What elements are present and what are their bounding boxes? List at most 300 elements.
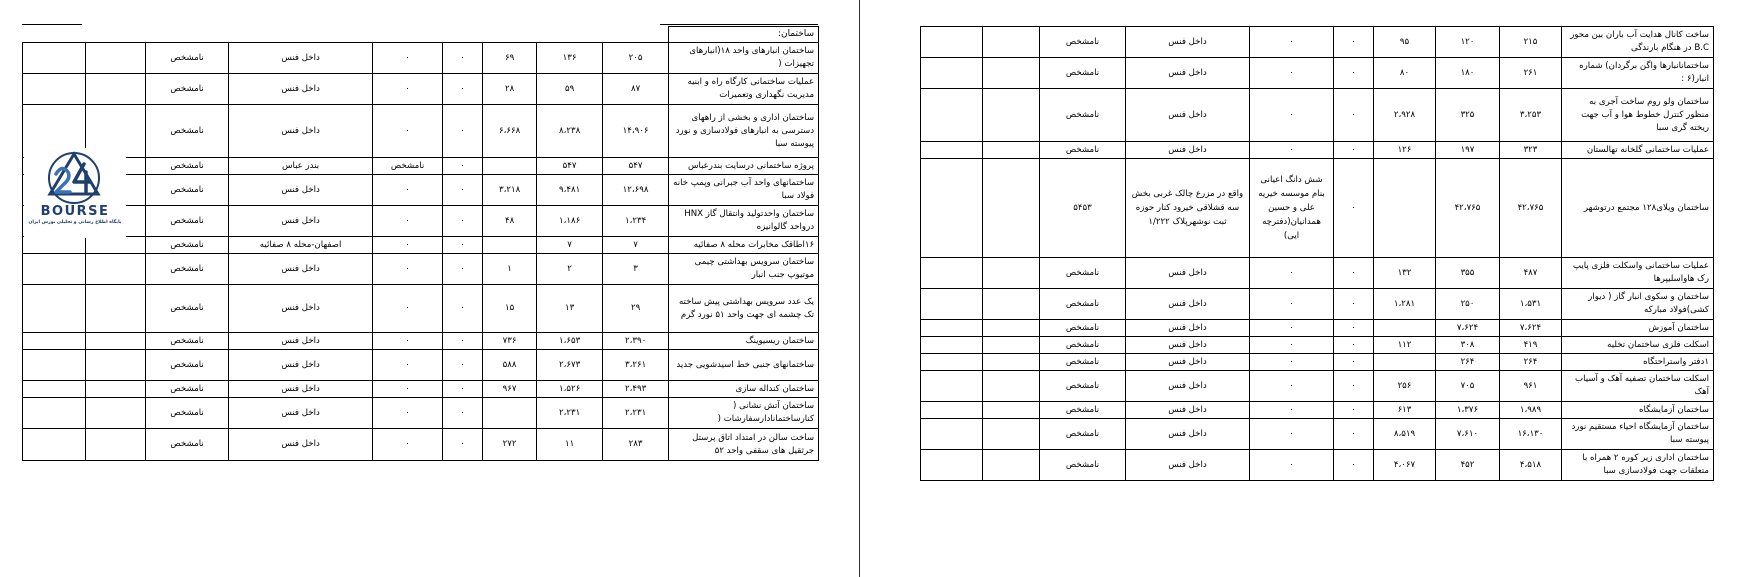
description-cell: عملیات ساختمانی گلخانه تهالستان: [1562, 142, 1714, 159]
table-row: [23, 350, 819, 381]
value-cell: ۴،۰۶۷: [1374, 450, 1436, 481]
empty-cell: [86, 398, 146, 429]
empty-cell: [86, 429, 146, 461]
value-cell: ۰: [1250, 258, 1334, 289]
empty-cell: [23, 333, 86, 350]
value-cell: ۰: [1250, 289, 1334, 320]
value-cell: ۰: [443, 350, 483, 381]
value-cell: ۳،۲۵۳: [1500, 89, 1562, 142]
table-row: [921, 419, 1714, 450]
empty-cell: [983, 354, 1040, 371]
table-row: [23, 398, 819, 429]
status-cell: ۵۴۵۳: [1040, 159, 1126, 258]
empty-cell: [983, 142, 1040, 159]
empty-cell: [921, 402, 983, 419]
value-cell: ۱،۱۸۶: [537, 206, 603, 237]
empty-cell: [921, 258, 983, 289]
description-cell: ساخت کانال هدایت آب باران بین محور B.C در هنگام بارندگی: [1562, 27, 1714, 58]
location-cell: داخل فنس: [1126, 58, 1250, 89]
location-cell: داخل فنس: [1126, 402, 1250, 419]
description-cell: ۱۶اطاقک مخابرات محله ۸ صفائیه: [669, 237, 819, 254]
description-cell: ساختمان آزمایشگاه احیاء مستقیم نورد پیوسته سبا: [1562, 419, 1714, 450]
value-cell: ۰: [443, 175, 483, 206]
value-cell: ۰: [1334, 371, 1374, 402]
table-row: [23, 254, 819, 285]
logo-subtitle: پایگاه اطلاع رسانی و تحلیلی بورس ایران: [28, 220, 122, 225]
description-cell: ساختمان و سکوی انبار گاز ( دیوار کشی)فولاد مبارکه: [1562, 289, 1714, 320]
value-cell: ۱۳۲: [1374, 258, 1436, 289]
location-cell: داخل فنس: [229, 74, 373, 105]
value-cell: ۷: [537, 237, 603, 254]
value-cell: ۰: [443, 398, 483, 429]
empty-cell: [983, 402, 1040, 419]
value-cell: ۰: [1334, 258, 1374, 289]
value-cell: ۰: [443, 285, 483, 333]
location-cell: داخل فنس: [1126, 289, 1250, 320]
value-cell: ۰: [1250, 354, 1334, 371]
value-cell: ۳۲۳: [1500, 142, 1562, 159]
location-cell: داخل فنس: [1126, 258, 1250, 289]
table-row: [23, 175, 819, 206]
value-cell: ۰: [1334, 402, 1374, 419]
value-cell: [483, 237, 537, 254]
status-cell: نامشخص: [146, 429, 229, 461]
value-cell: ۳۲۵: [1436, 89, 1500, 142]
description-cell: عملیات ساختمانی واسکلت فلزی پایپ رک هاواسلیپرها: [1562, 258, 1714, 289]
value-cell: ۰: [1334, 58, 1374, 89]
table-row: [921, 58, 1714, 89]
empty-cell: [983, 289, 1040, 320]
location-cell: داخل فنس: [229, 350, 373, 381]
status-cell: نامشخص: [146, 350, 229, 381]
table-row: [921, 450, 1714, 481]
location-cell: داخل فنس: [229, 381, 373, 398]
table-row: [921, 258, 1714, 289]
value-cell: ۹۵: [1374, 27, 1436, 58]
description-cell: ساختمان آزمایشگاه: [1562, 402, 1714, 419]
page-divider: [859, 0, 860, 577]
value-cell: ۱۴،۹۰۶: [603, 105, 669, 158]
value-cell: ۲،۳۹۰: [603, 333, 669, 350]
value-cell: ۰: [373, 175, 443, 206]
value-cell: ۲۶۴: [1500, 354, 1562, 371]
value-cell: ۸۷: [603, 74, 669, 105]
value-cell: ۱،۲۸۱: [1374, 289, 1436, 320]
value-cell: ۰: [1250, 27, 1334, 58]
status-cell: نامشخص: [146, 105, 229, 158]
table-row: [921, 89, 1714, 142]
empty-cell: [983, 450, 1040, 481]
empty-cell: [921, 58, 983, 89]
status-cell: نامشخص: [146, 206, 229, 237]
table-row: [23, 237, 819, 254]
value-cell: ۱۵: [483, 285, 537, 333]
location-cell: داخل فنس: [1126, 89, 1250, 142]
empty-cell: [921, 450, 983, 481]
value-cell: ۹،۴۸۱: [537, 175, 603, 206]
value-cell: ۳۰۸: [1436, 337, 1500, 354]
table-row: [921, 159, 1714, 258]
table-row: [921, 402, 1714, 419]
description-cell: اسکلت ساختمان تصفیه آهک و آسیاب آهک: [1562, 371, 1714, 402]
value-cell: ۱،۹۸۹: [1500, 402, 1562, 419]
value-cell: ۴۸: [483, 206, 537, 237]
status-cell: نامشخص: [146, 74, 229, 105]
note-cell: واقع در مزرع چالک غربی بخش سه قشلاقی خیرود کنار حوزه ثبت نوشهرپلاک ۱/۲۲۲: [1126, 159, 1250, 258]
value-cell: ۱،۳۷۶: [1436, 402, 1500, 419]
location-cell: داخل فنس: [229, 398, 373, 429]
empty-cell: [86, 285, 146, 333]
status-cell: نامشخص: [1040, 419, 1126, 450]
status-cell: نامشخص: [1040, 371, 1126, 402]
empty-cell: [86, 43, 146, 74]
value-cell: ۲۰۵: [603, 43, 669, 74]
value-cell: ۶۱۳: [1374, 402, 1436, 419]
value-cell: ۰: [1250, 450, 1334, 481]
table-row: [921, 371, 1714, 402]
value-cell: ۴۱۹: [1500, 337, 1562, 354]
value-cell: ۰: [443, 158, 483, 175]
value-cell: ۰: [373, 398, 443, 429]
value-cell: ۰: [1334, 159, 1374, 258]
location-cell: داخل فنس: [1126, 419, 1250, 450]
empty-cell: [23, 237, 86, 254]
empty-cell: [23, 429, 86, 461]
value-cell: ۰: [1334, 337, 1374, 354]
empty-cell: [23, 254, 86, 285]
empty-cell: [921, 337, 983, 354]
location-cell: بندر عباس: [229, 158, 373, 175]
value-cell: ۰: [373, 285, 443, 333]
description-cell: ساختمان ولو روم ساخت آجری به منظور کنترل خطوط هوا و آب جهت ریخته گری سبا: [1562, 89, 1714, 142]
value-cell: ۰: [1334, 419, 1374, 450]
value-cell: ۷،۶۲۴: [1436, 320, 1500, 337]
value-cell: ۲،۴۹۳: [603, 381, 669, 398]
logo-emblem-icon: [30, 148, 120, 206]
value-cell: ۰: [1250, 419, 1334, 450]
value-cell: ۲،۲۳۱: [537, 398, 603, 429]
location-cell: داخل فنس: [1126, 320, 1250, 337]
empty-cell: [921, 419, 983, 450]
value-cell: ۰: [443, 429, 483, 461]
table-row: [23, 206, 819, 237]
status-cell: نامشخص: [1040, 142, 1126, 159]
description-cell: ساختمان آموزش: [1562, 320, 1714, 337]
value-cell: ۷،۶۲۴: [1500, 320, 1562, 337]
value-cell: ۲۵۰: [1436, 289, 1500, 320]
description-cell: ساختمان واحدتولید وانتقال گاز HNX درواحد گالوانیزه: [669, 206, 819, 237]
value-cell: ۱۳۶: [537, 43, 603, 74]
value-cell: ۵۸۸: [483, 350, 537, 381]
description-cell: ساختمان اداری و بخشی از راههای دسترسی به انبارهای فولادسازی و نورد پیوسته سبا: [669, 105, 819, 158]
value-cell: ۰: [1250, 320, 1334, 337]
value-cell: ۰: [373, 429, 443, 461]
status-cell: نامشخص: [146, 254, 229, 285]
empty-cell: [983, 337, 1040, 354]
description-cell: عملیات ساختمانی کارگاه راه و ابنیه مدیریت نگهداری وتعمیرات: [669, 74, 819, 105]
value-cell: ۷،۶۱۰: [1436, 419, 1500, 450]
description-cell: ساختمان انبارهای واحد ۱۸(انبارهای تجهیزات (: [669, 43, 819, 74]
location-cell: داخل فنس: [229, 175, 373, 206]
owner-cell: شش دانگ اعیانی بنام موسسه خیریه علی و حسین همدانیان(دفترچه ایی): [1250, 159, 1334, 258]
value-cell: ۰: [1334, 320, 1374, 337]
value-cell: ۳،۲۱۸: [483, 175, 537, 206]
value-cell: [1374, 320, 1436, 337]
value-cell: ۰: [1250, 337, 1334, 354]
value-cell: ۰: [373, 381, 443, 398]
value-cell: ۰: [1334, 289, 1374, 320]
empty-cell: [86, 237, 146, 254]
value-cell: ۱۲۶: [1374, 142, 1436, 159]
table-row: [23, 381, 819, 398]
description-cell: ساختمانهای واحد آب جبرانی وپمپ خانه فولاد سبا: [669, 175, 819, 206]
value-cell: ۲۹: [603, 285, 669, 333]
value-cell: ۱۹۷: [1436, 142, 1500, 159]
value-cell: ۲۷۲: [483, 429, 537, 461]
location-cell: داخل فنس: [1126, 337, 1250, 354]
empty-cell: [23, 285, 86, 333]
table-row: [921, 337, 1714, 354]
value-cell: ۸،۲۳۸: [537, 105, 603, 158]
value-cell: ۰: [443, 381, 483, 398]
value-cell: ۰: [1250, 142, 1334, 159]
empty-cell: [86, 74, 146, 105]
empty-cell: [86, 381, 146, 398]
value-cell: ۸۰: [1374, 58, 1436, 89]
value-cell: ۵۴۷: [603, 158, 669, 175]
value-cell: ۰: [1334, 450, 1374, 481]
value-cell: ۷۰۵: [1436, 371, 1500, 402]
empty-cell: [23, 398, 86, 429]
status-cell: نامشخص: [146, 333, 229, 350]
value-cell: ۰: [1250, 58, 1334, 89]
status-cell: نامشخص: [1040, 289, 1126, 320]
empty-cell: [86, 333, 146, 350]
value-cell: ۴۲،۷۶۵: [1500, 159, 1562, 258]
empty-cell: [921, 354, 983, 371]
empty-cell: [983, 258, 1040, 289]
value-cell: ۹۶۱: [1500, 371, 1562, 402]
value-cell: ۲۸: [483, 74, 537, 105]
table-row: [921, 27, 1714, 58]
status-cell: نامشخص: [146, 237, 229, 254]
status-cell: نامشخص: [1040, 354, 1126, 371]
value-cell: ۸،۵۱۹: [1374, 419, 1436, 450]
value-cell: [483, 158, 537, 175]
value-cell: ۲۵۶: [1374, 371, 1436, 402]
value-cell: ۰: [443, 105, 483, 158]
empty-cell: [983, 27, 1040, 58]
location-cell: داخل فنس: [229, 105, 373, 158]
value-cell: ۰: [443, 333, 483, 350]
table-row: [23, 333, 819, 350]
description-cell: ساختمانهای جنبی خط اسیدشویی جدید: [669, 350, 819, 381]
logo-wordmark: BOURSE: [40, 204, 110, 219]
caption-row: [23, 27, 819, 43]
value-cell: [483, 398, 537, 429]
location-cell: داخل فنس: [1126, 354, 1250, 371]
value-cell: ۱۱۲: [1374, 337, 1436, 354]
empty-cell: [983, 371, 1040, 402]
empty-cell: [921, 320, 983, 337]
status-cell: نامشخص: [146, 381, 229, 398]
table-row: [921, 354, 1714, 371]
table-row: [23, 429, 819, 461]
value-cell: ۰: [373, 74, 443, 105]
value-cell: ۲،۲۳۱: [603, 398, 669, 429]
value-cell: ۰: [1250, 89, 1334, 142]
description-cell: ساختمانانبارها واگن برگردان) شماره انبار(۶ :: [1562, 58, 1714, 89]
value-cell: ۰: [1334, 354, 1374, 371]
description-cell: ساختمان اداری زیر کوره ۲ همراه با متعلقات جهت فولادسازی سبا: [1562, 450, 1714, 481]
status-cell: نامشخص: [146, 398, 229, 429]
section-caption: ساختمان:: [669, 27, 819, 43]
value-cell: ۰: [373, 350, 443, 381]
location-cell: اصفهان-محله ۸ صفائیه: [229, 237, 373, 254]
value-cell: ۲۶۱: [1500, 58, 1562, 89]
value-cell: ۰: [443, 254, 483, 285]
empty-cell: [921, 289, 983, 320]
value-cell: [1374, 159, 1436, 258]
description-cell: ساختمان کنداله سازی: [669, 381, 819, 398]
value-cell: ۴۲،۷۶۵: [1436, 159, 1500, 258]
value-cell: ۷: [603, 237, 669, 254]
value-cell: ۲۱۵: [1500, 27, 1562, 58]
value-cell: ۲،۹۲۸: [1374, 89, 1436, 142]
value-cell: ۶۹: [483, 43, 537, 74]
empty-cell: [921, 89, 983, 142]
value-cell: ۰: [373, 206, 443, 237]
location-cell: داخل فنس: [229, 206, 373, 237]
value-cell: ۷۳۶: [483, 333, 537, 350]
right-page-table: [920, 26, 1714, 481]
value-cell: ۲۸۳: [603, 429, 669, 461]
value-cell: ۱۲،۶۹۸: [603, 175, 669, 206]
value-cell: ۰: [443, 206, 483, 237]
value-cell: ۲،۶۷۳: [537, 350, 603, 381]
value-cell: ۴،۵۱۸: [1500, 450, 1562, 481]
location-cell: داخل فنس: [1126, 142, 1250, 159]
value-cell: ۰: [443, 237, 483, 254]
empty-cell: [921, 27, 983, 58]
status-cell: نامشخص: [1040, 89, 1126, 142]
value-cell: ۱۳: [537, 285, 603, 333]
value-cell: ۲: [537, 254, 603, 285]
status-cell: نامشخص: [1040, 337, 1126, 354]
empty-cell: [23, 381, 86, 398]
status-cell: نامشخص: [1040, 58, 1126, 89]
description-cell: یک عدد سرویس بهداشتی پیش ساخته تک چشمه ای جهت واحد ۵۱ نورد گرم: [669, 285, 819, 333]
empty-cell: [23, 43, 86, 74]
description-cell: پروژه ساختمانی درسایت بندرعباس: [669, 158, 819, 175]
value-cell: ۴۵۲: [1436, 450, 1500, 481]
value-cell: ۱،۲۳۴: [603, 206, 669, 237]
top-rule-left: [22, 24, 82, 25]
status-cell: نامشخص: [1040, 258, 1126, 289]
empty-cell: [983, 58, 1040, 89]
value-cell: ۰: [1334, 89, 1374, 142]
empty-cell: [983, 159, 1040, 258]
table-row: [23, 74, 819, 105]
top-rule-right: [660, 24, 818, 25]
value-cell: ۳: [603, 254, 669, 285]
value-cell: [1374, 354, 1436, 371]
value-cell: ۰: [1334, 142, 1374, 159]
value-cell: ۰: [373, 43, 443, 74]
location-cell: داخل فنس: [1126, 450, 1250, 481]
location-cell: داخل فنس: [229, 43, 373, 74]
status-cell: نامشخص: [146, 285, 229, 333]
description-cell: ساختمان سرویس بهداشتی چیمی موتیوپ جنب انبار: [669, 254, 819, 285]
status-cell: نامشخص: [1040, 402, 1126, 419]
table-row: [23, 105, 819, 158]
table-row: [23, 43, 819, 74]
table-row: [921, 320, 1714, 337]
location-cell: داخل فنس: [229, 429, 373, 461]
location-cell: داخل فنس: [1126, 27, 1250, 58]
empty-cell: [921, 159, 983, 258]
left-page-table: [22, 26, 819, 461]
status-cell: نامشخص: [1040, 450, 1126, 481]
status-cell: نامشخص: [1040, 27, 1126, 58]
table-row: [921, 289, 1714, 320]
location-cell: داخل فنس: [1126, 371, 1250, 402]
value-cell: ۰: [1250, 371, 1334, 402]
value-cell: ۴۸۷: [1500, 258, 1562, 289]
value-cell: ۳،۲۶۱: [603, 350, 669, 381]
empty-cell: [23, 74, 86, 105]
value-cell: ۰: [373, 333, 443, 350]
value-cell: نامشخص: [373, 158, 443, 175]
value-cell: ۲۶۴: [1436, 354, 1500, 371]
value-cell: ۰: [373, 105, 443, 158]
empty-cell: [23, 350, 86, 381]
value-cell: ۵۹: [537, 74, 603, 105]
value-cell: ۱۸۰: [1436, 58, 1500, 89]
table-row: [921, 142, 1714, 159]
location-cell: داخل فنس: [229, 285, 373, 333]
value-cell: ۱،۶۵۳: [537, 333, 603, 350]
value-cell: ۵۴۷: [537, 158, 603, 175]
value-cell: ۰: [373, 254, 443, 285]
value-cell: ۱۲۰: [1436, 27, 1500, 58]
description-cell: اسکلت فلزی ساختمان تخلیه: [1562, 337, 1714, 354]
bourse-logo: [24, 148, 126, 238]
value-cell: ۰: [373, 237, 443, 254]
status-cell: نامشخص: [146, 158, 229, 175]
empty-cell: [921, 142, 983, 159]
description-cell: ساختمان آتش نشانی ( کنارساختمانادارسفارشات (: [669, 398, 819, 429]
status-cell: نامشخص: [146, 43, 229, 74]
value-cell: ۳۵۵: [1436, 258, 1500, 289]
description-cell: ساختمان ویلای۱۲۸ مجتمع درتوشهر: [1562, 159, 1714, 258]
empty-cell: [983, 89, 1040, 142]
empty-cell: [983, 320, 1040, 337]
location-cell: داخل فنس: [229, 254, 373, 285]
value-cell: ۶،۶۶۸: [483, 105, 537, 158]
value-cell: ۱،۵۳۱: [1500, 289, 1562, 320]
table-row: [23, 158, 819, 175]
value-cell: ۰: [1334, 27, 1374, 58]
value-cell: ۹۶۷: [483, 381, 537, 398]
description-cell: ساختمان ریسیوینگ: [669, 333, 819, 350]
empty-cell: [921, 371, 983, 402]
description-cell: ۱دفتر واستراحتگاه: [1562, 354, 1714, 371]
empty-cell: [983, 419, 1040, 450]
value-cell: ۱: [483, 254, 537, 285]
value-cell: ۰: [443, 74, 483, 105]
value-cell: ۰: [1250, 402, 1334, 419]
